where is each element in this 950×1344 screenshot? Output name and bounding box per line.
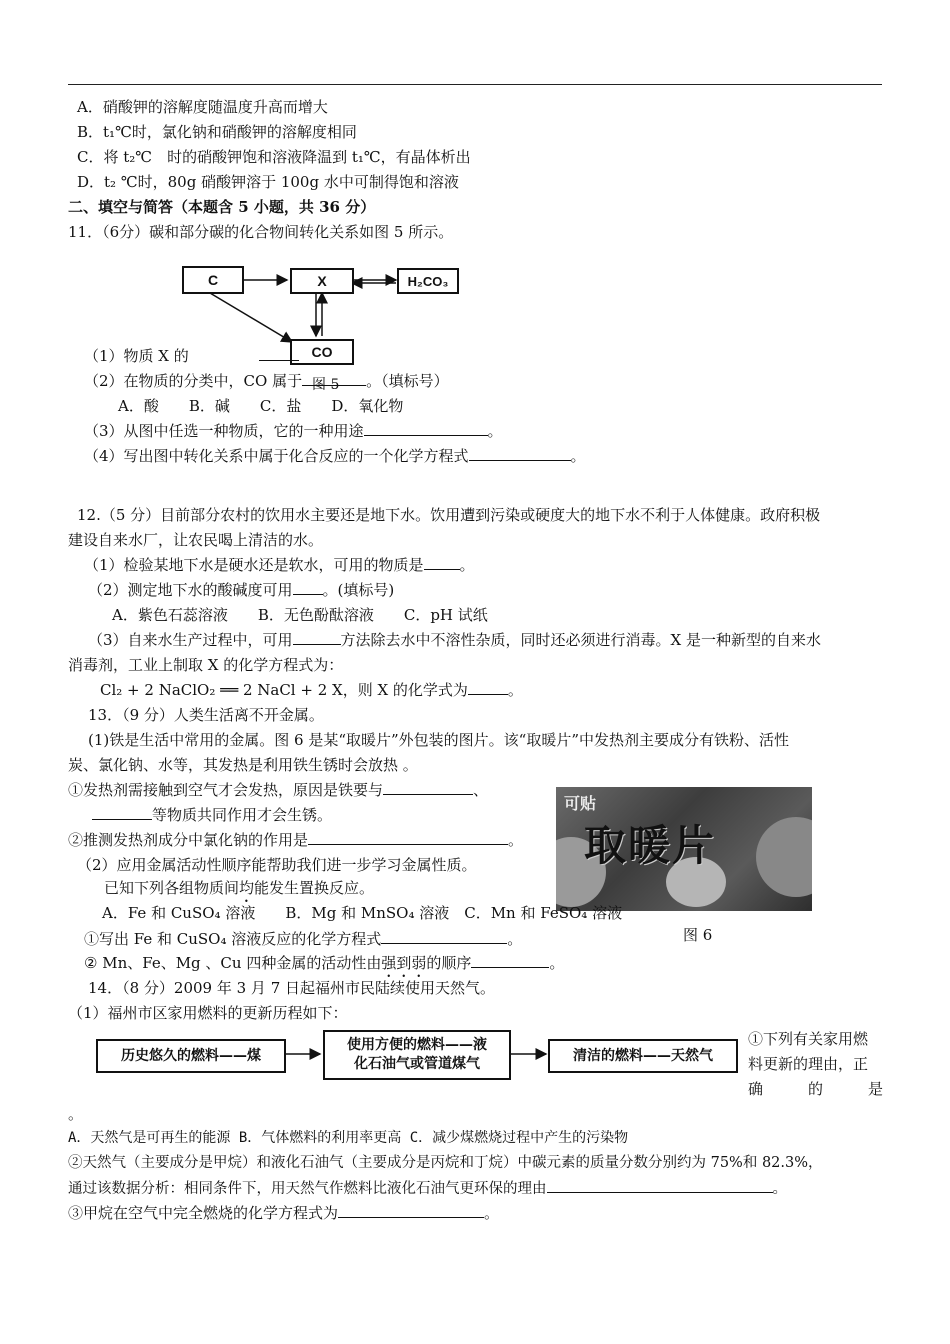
q13-part2-b: 已知下列各组物质间均能发生置换反应。 [104, 879, 375, 897]
q13-answer-3[interactable] [381, 929, 507, 944]
q13-sub1-cont: 等物质共同作用才会生锈。 [92, 805, 332, 825]
node-co: CO [290, 339, 354, 365]
q11-part4: （4）写出图中转化关系中属于化合反应的一个化学方程式 。 [84, 447, 586, 465]
node-h2co3: H₂CO₃ [397, 268, 459, 294]
flow-step-coal: 历史悠久的燃料——煤 [96, 1039, 286, 1073]
q14-answer-2[interactable] [547, 1178, 773, 1193]
q13-stem: 13．（9 分）人类生活离不开金属。 [88, 706, 324, 724]
q12-answer-2[interactable] [293, 580, 323, 595]
figure5-caption: 图 5 [312, 377, 340, 393]
q14-sub2-b: 通过该数据分析：相同条件下，用天然气作燃料比液化石油气更环保的理由 。 [68, 1178, 787, 1199]
q12-answer-x[interactable] [468, 680, 508, 695]
q12-part2: （2）测定地下水的酸碱度可用 。(填标号) [88, 581, 395, 599]
q14-sub2-a: ②天然气（主要成分是甲烷）和液化石油气（主要成分是丙烷和丁烷）中碳元素的质量分数分别约为 75%和 82.3%， [68, 1155, 823, 1171]
q10-option-c: C．将 t₂℃ 时的硝酸钾饱和溶液降温到 t₁℃，有晶体析出 [77, 148, 471, 166]
q12-part1: （1）检验某地下水是硬水还是软水，可用的物质是 。 [84, 556, 475, 574]
q13-part2-a: （2）应用金属活动性顺序能帮助我们进一步学习金属性质。 [77, 856, 477, 874]
node-c: C [182, 266, 244, 294]
q13-answer-4[interactable] [471, 953, 549, 968]
q11-stem: 11．（6分）碳和部分碳的化合物间转化关系如图 5 所示。 [68, 223, 454, 241]
q14-side-3: 确 的 是 [748, 1080, 884, 1098]
q11-options: A．酸 B．碱 C．盐 D．氧化物 [118, 397, 404, 415]
q13-options: A．Fe 和 CuSO₄ 溶液 B．Mg 和 MnSO₄ 溶液 C．Mn 和 FeSO₄ 溶液 [102, 904, 623, 922]
q13-sub1: ①发热剂需接触到空气才会发热，原因是铁要与 、 [68, 781, 489, 799]
heat-pack-photo: 可贴 取暖片 [556, 787, 812, 911]
q13-answer-1a[interactable] [383, 780, 473, 795]
q12-stem-1: 12.（5 分）目前部分农村的饮用水主要还是地下水。饮用遭到污染或硬度大的地下水不利于人体健康。政府积极 [77, 506, 821, 524]
q12-answer-1[interactable] [424, 555, 460, 570]
q12-options: A．紫色石蕊溶液 B．无色酚酞溶液 C．pH 试纸 [112, 606, 488, 624]
section-title: 二、填空与简答（本题含 5 小题，共 36 分） [68, 198, 376, 216]
figure6-caption: 图 6 [683, 926, 713, 944]
q12-stem-2: 建设自来水厂，让农民喝上清洁的水。 [68, 531, 324, 549]
q14-answer-3[interactable] [338, 1203, 484, 1218]
flow-step-natural-gas: 清洁的燃料——天然气 [548, 1039, 738, 1073]
q13-part1-b: 炭、氯化钠、水等，其发热是利用铁生锈时会放热 。 [68, 756, 418, 774]
q14-side-1: ①下列有关家用燃 [748, 1030, 869, 1048]
q10-option-a: A．硝酸钾的溶解度随温度升高而增大 [77, 98, 328, 116]
q12-part3: （3）自来水生产过程中，可用 方法除去水中不溶性杂质，同时还必须进行消毒。X 是一种新型的自来水 [88, 631, 821, 649]
q13-sub3: ①写出 Fe 和 CuSO₄ 溶液反应的化学方程式 。 [84, 930, 523, 948]
q13-part1-a: (1)铁是生活中常用的金属。图 6 是某“取暖片”外包装的图片。该“取暖片”中发热剂主要成分有铁粉、活性 [88, 731, 790, 749]
q11-part1: （1）物质 X 的 [84, 346, 299, 366]
q13-sub4: ② Mn、Fe、Mg 、Cu 四种金属的活动性由强到弱的顺序 。 [84, 954, 565, 972]
q14-side-2: 料更新的理由，正 [748, 1055, 869, 1073]
q11-answer-3[interactable] [364, 421, 488, 436]
q11-part2: （2）在物质的分类中，CO 属于 。（填标号） [84, 372, 449, 390]
q12-equation: Cl₂ + 2 NaClO₂ ══ 2 NaCl + 2 X，则 X 的化学式为 。 [100, 681, 523, 699]
q11-part3: （3）从图中任选一种物质，它的一种用途 。 [84, 422, 503, 440]
q14-stem: 14．（8 分）2009 年 3 月 7 日起福州市民陆续使用天然气。 [88, 979, 496, 997]
flow-step-lpg: 使用方便的燃料——液 化石油气或管道煤气 [323, 1030, 511, 1080]
q11-answer-4[interactable] [469, 446, 571, 461]
header-rule [68, 84, 882, 85]
q12-answer-3[interactable] [293, 630, 341, 645]
q13-answer-2[interactable] [308, 830, 508, 845]
q10-option-d: D．t₂ ℃时，80g 硝酸钾溶于 100g 水中可制得饱和溶液 [77, 173, 459, 191]
q13-answer-1b[interactable] [92, 805, 152, 820]
q14-part1: （1）福州市区家用燃料的更新历程如下： [68, 1004, 348, 1022]
q10-option-b: B．t₁℃时，氯化钠和硝酸钾的溶解度相同 [77, 123, 357, 141]
q14-sub3: ③甲烷在空气中完全燃烧的化学方程式为 。 [68, 1204, 500, 1222]
node-x: X [290, 268, 354, 294]
q13-sub2: ②推测发热剂成分中氯化钠的作用是 。 [68, 831, 524, 849]
q14-options: A．天然气是可再生的能源 B．气体燃料的利用率更高 C．减少煤燃烧过程中产生的污染物 [68, 1130, 629, 1146]
q12-part3-cont: 消毒剂，工业上制取 X 的化学方程式为： [68, 656, 344, 674]
q14-side-end: 。 [68, 1105, 84, 1123]
